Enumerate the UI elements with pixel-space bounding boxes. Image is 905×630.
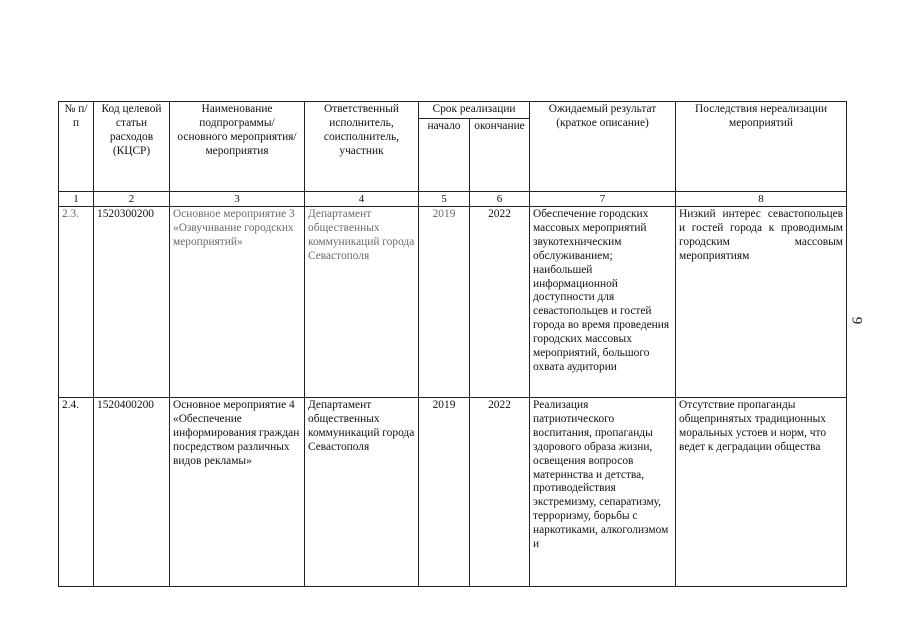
column-number: 2 [94,192,170,207]
header-executor: Ответственный исполнитель, соисполнитель, участник [305,102,419,192]
row-result: Обеспечение городских массовых мероприятий звукотехническим обслуживанием; наибольшей информационной доступности для севастопольцев и гостей города во время проведения городских массовых мероприятий, большого охвата аудитории [530,207,676,398]
column-number: 3 [170,192,305,207]
row-end: 2022 [470,398,530,587]
header-result: Ожидаемый результат (краткое описание) [530,102,676,192]
column-number: 5 [419,192,470,207]
column-number: 4 [305,192,419,207]
row-consequence: Низкий интерес севастопольцев и гостей города к проводимым городским массовым мероприятиям [676,207,847,398]
header-name: Наименование подпрограммы/ основного мероприятия/ мероприятия [170,102,305,192]
row-end: 2022 [470,207,530,398]
row-executor: Департамент общественных коммуникаций города Севастополя [305,207,419,398]
row-code: 1520400200 [94,398,170,587]
page-number: 9 [848,316,865,325]
table-row [59,398,847,587]
column-number: 1 [59,192,94,207]
column-number: 8 [676,192,847,207]
header-code: Код целевой статьи расходов (КЦСР) [94,102,170,192]
row-code: 1520300200 [94,207,170,398]
program-table [58,101,847,587]
row-name: Основное мероприятие 3 «Озвучивание городских мероприятий» [170,207,305,398]
row-start: 2019 [419,398,470,587]
column-number: 6 [470,192,530,207]
row-executor: Департамент общественных коммуникаций города Севастополя [305,398,419,587]
header-num: № п/п [59,102,94,192]
header-term-group: Срок реализации [419,102,530,119]
row-num: 2.4. [59,398,94,587]
header-end: окончание [470,119,530,192]
column-numbering-row [59,192,847,207]
row-name: Основное мероприятие 4 «Обеспечение информирования граждан посредством различных видов рекламы» [170,398,305,587]
row-consequence: Отсутствие пропаганды общепринятых традиционных моральных устоев и норм, что ведет к деградации общества [676,398,847,587]
header-start: начало [419,119,470,192]
row-start: 2019 [419,207,470,398]
row-result: Реализация патриотического воспитания, пропаганды здорового образа жизни, освещения вопросов материнства и детства, противодействия экстремизму, сепаратизму, терроризму, борьбы с наркотиками, алкоголизмом и [530,398,676,587]
row-num: 2.3. [59,207,94,398]
header-row [59,102,847,119]
header-consequence: Последствия нереализации мероприятий [676,102,847,192]
table-row [59,207,847,398]
column-number: 7 [530,192,676,207]
